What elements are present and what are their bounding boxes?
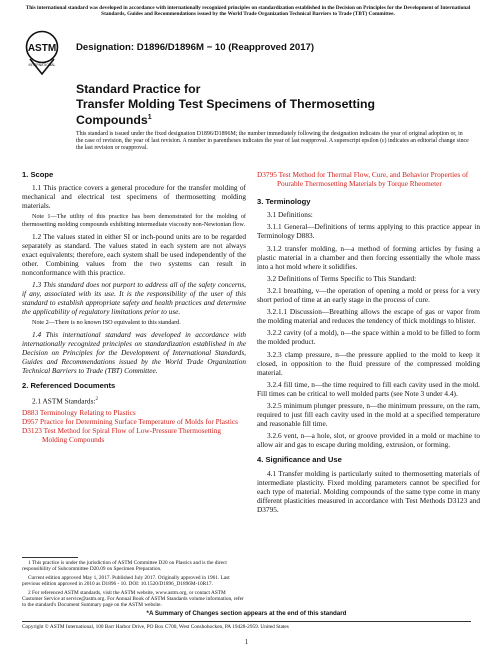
left-column [22, 170, 246, 444]
terminology-heading: 3. Terminology [257, 197, 311, 207]
para-3-1-2: 3.1.2 transfer molding, n—a method of forming articles by fusing a plastic material in a chamber and then forcing essentially the whole mass into a hot mold where it solidifies. [257, 243, 480, 271]
significance-heading: 4. Significance and Use [257, 455, 342, 465]
page-number: 1 [244, 638, 249, 646]
ref-d3795[interactable]: D3795 Test Method for Thermal Flow, Cure, and Behavior Properties of Pourable Thermosetting Materials by Torque Rheometer [257, 170, 469, 189]
title-footnote-mark[interactable]: 1 [147, 114, 152, 121]
summary-of-changes-note: *A Summary of Changes section appears at the end of this standard [146, 610, 347, 617]
para-3-2-1-1: 3.2.1.1 Discussion—Breathing allows the escape of gas or vapor from the molding material and reduces the tendency of thick moldings to blister. [257, 307, 480, 326]
designation: Designation: D1896/D1896M − 10 (Reapproved 2017) [76, 42, 315, 53]
para-3-2-5: 3.2.5 minimum plunger pressure, n—the minimum pressure, on the ram, required to just fill each cavity used in the mold at a specified temperature and reasonable fill time. [257, 400, 480, 429]
para-4-1: 4.1 Transfer molding is particularly suited to thermosetting materials of intermediate plasticity. Fixed molding parameters cannot be specified for each type of material. Molding compounds of the same type come in many different plasticities measured in accordance with Test Methods D3123 and D3795. [257, 468, 480, 514]
copyright-line: Copyright © ASTM International, 100 Barr Harbor Drive, PO Box C700, West Conshohocken, PA 19428-2959. United States [22, 624, 289, 630]
scope-heading: 1. Scope [22, 170, 54, 179]
references-heading: 2. Referenced Documents [22, 381, 116, 391]
para-3-1: 3.1 Definitions: [267, 210, 313, 220]
ref-d3123[interactable]: D3123 Test Method for Spiral Flow of Low-Pressure Thermosetting Molding Compounds [22, 426, 222, 445]
footnote-1: 1 This practice is under the jurisdiction of ASTM Committee D20 on Plastics and is the direct responsibility of Subcommittee D20.09 on Specimen Preparation. [22, 560, 227, 573]
tbt-notice: This international standard was developed in accordance with internationally recognized principles on standardization established in the Decision on Principles for the Development of International Standards, Guides and Recommendations issued by the World Trade Organization Technical Barriers to Trade (TBT) Committee. [25, 5, 471, 18]
standard-issue-note: This standard is issued under the fixed designation D1896/D1896M; the number immediately following the designation indicates the year of original adoption or, in the case of revision, the year of last revision. A number in parentheses indicates the year of last reapproval. A superscript epsilon (ε) indicates an editorial change since the last revision or reapproval. [76, 131, 469, 152]
right-column [257, 170, 480, 517]
para-3-2-6: 3.2.6 vent, n—a hole, slot, or groove provided in a mold or machine to allow air and gas to escape during molding, extrusion, or forming. [257, 431, 480, 450]
para-3-1-1: 3.1.1 General—Definitions of terms applying to this practice appear in Terminology D883. [257, 222, 480, 241]
footnotes [22, 560, 246, 611]
para-3-2-2: 3.2.2 cavity (of a mold), n—the space within a mold to be filled to form the molded product. [257, 328, 480, 347]
note-2: Note 2—There is no known ISO equivalent to this standard. [32, 319, 181, 327]
para-1-4: 1.4 This international standard was developed in accordance with internationally recognized principles on standardization established in the Decision on Principles for the Development of International Standards, Guides and Recommendations issued by the World Trade Organization Technical Barriers to Trade (TBT) Committee. [22, 330, 246, 376]
astm-standards-sub: 2.1 ASTM Standards:$^2$ [32, 395, 98, 405]
ref-d957[interactable]: D957 Practice for Determining Surface Temperature of Molds for Plastics [22, 417, 238, 427]
para-1-1: 1.1 This practice covers a general procedure for the transfer molding of mechanical and electrical test specimens of thermosetting molding materials. [22, 183, 246, 211]
para-3-2-4: 3.2.4 fill time, n—the time required to fill each cavity used in the mold. Fill times can be critical to well molded parts (see Note 3 under 4.4). [257, 379, 480, 398]
note-1: Note 1—The utility of this practice has been demonstrated for the molding of thermosetting molding compounds exhibiting intermediate viscosity non-Newtonian flow. [22, 213, 246, 228]
title-line-2: Transfer Molding Test Specimens of Thermosetting [76, 96, 376, 111]
bottom-divider [22, 621, 471, 622]
logo-subtext: INTERNATIONAL [28, 63, 56, 67]
astm-international-logo [24, 30, 60, 78]
para-3-2-1: 3.2.1 breathing, v—the operation of opening a mold or press for a very short period of time at an early stage in the process of cure. [257, 285, 480, 305]
para-3-2-3: 3.2.3 clamp pressure, n—the pressure applied to the mold to keep it closed, in opposition to the fluid pressure of the compressed molding material. [257, 349, 480, 377]
document-title [76, 82, 456, 128]
ref-d883[interactable]: D883 Terminology Relating to Plastics [22, 408, 136, 418]
footnote-2: 2 For referenced ASTM standards, visit the ASTM website, www.astm.org, or contact ASTM Customer Service at service@astm.org. For Annual Book of ASTM Standards volume information, refer to the standard's Document Summary page on the ASTM website. [22, 589, 244, 609]
para-1-2: 1.2 The values stated in either SI or inch-pound units are to be regarded separately as standard. The values stated in each system are not always exact equivalents; therefore, each system shall be used independently of the other. Combining values from the two systems can result in nonconformance with this practice. [22, 231, 246, 277]
footnote-divider [22, 557, 78, 558]
logo-wordmark: ASTM [27, 43, 57, 54]
para-1-3: 1.3 This standard does not purport to address all of the safety concerns, if any, associated with its use. It is the responsibility of the user of this standard to establish appropriate safety and health practices and determine the applicability of regulatory limitations prior to use. [22, 280, 246, 317]
para-3-2: 3.2 Definitions of Terms Specific to This Standard: [267, 273, 417, 283]
title-line-3: Compounds$^1$ [76, 113, 152, 128]
footnote-1-edition: Current edition approved May 1, 2017. Published July 2017. Originally approved in 1961. Last previous edition approved in 2010 as D1896 - 10. DOI: 10.1520/D1896_D1896M-10R17. [22, 574, 230, 588]
title-line-1: Standard Practice for [76, 82, 201, 96]
